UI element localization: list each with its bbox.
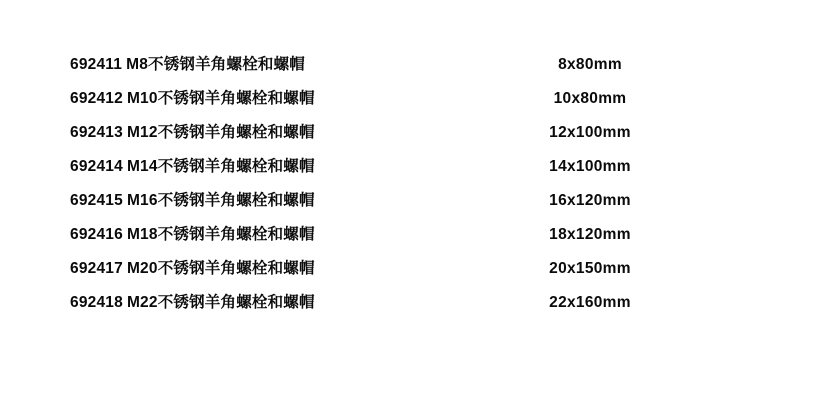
product-description (70, 256, 500, 278)
product-description (70, 154, 500, 176)
product-size: 16x120mm (549, 192, 631, 209)
product-size: 18x120mm (549, 226, 631, 243)
product-code: 692411 (70, 56, 123, 73)
product-description (70, 120, 500, 142)
list-item (0, 86, 830, 120)
product-description (70, 222, 500, 244)
list-item (0, 188, 830, 222)
product-size: 14x100mm (549, 158, 631, 175)
product-size: 20x150mm (549, 260, 631, 277)
product-code: 692414 (70, 158, 123, 175)
product-name: M18不锈钢羊角螺栓和螺帽 (126, 226, 315, 243)
product-code: 692417 (70, 260, 123, 277)
product-size: 8x80mm (558, 56, 622, 73)
list-item (0, 256, 830, 290)
list-item (0, 290, 830, 324)
list-item (0, 52, 830, 86)
product-name: M10不锈钢羊角螺栓和螺帽 (126, 90, 315, 107)
product-description (70, 188, 500, 210)
product-code: 692413 (70, 124, 123, 141)
product-code: 692412 (70, 90, 123, 107)
product-name: M16不锈钢羊角螺栓和螺帽 (126, 192, 315, 209)
product-name: M8不锈钢羊角螺栓和螺帽 (126, 56, 306, 73)
product-list (0, 52, 830, 324)
product-name: M22不锈钢羊角螺栓和螺帽 (126, 294, 315, 311)
product-description (70, 290, 500, 312)
product-code: 692418 (70, 294, 123, 311)
product-description (70, 52, 500, 74)
list-item (0, 120, 830, 154)
product-name: M14不锈钢羊角螺栓和螺帽 (126, 158, 315, 175)
product-name: M12不锈钢羊角螺栓和螺帽 (126, 124, 315, 141)
product-size: 10x80mm (553, 90, 627, 107)
product-name: M20不锈钢羊角螺栓和螺帽 (126, 260, 315, 277)
product-description (70, 86, 500, 108)
list-item (0, 154, 830, 188)
product-size: 22x160mm (549, 294, 631, 311)
list-item (0, 222, 830, 256)
product-code: 692416 (70, 226, 123, 243)
product-code: 692415 (70, 192, 123, 209)
product-size: 12x100mm (549, 124, 631, 141)
